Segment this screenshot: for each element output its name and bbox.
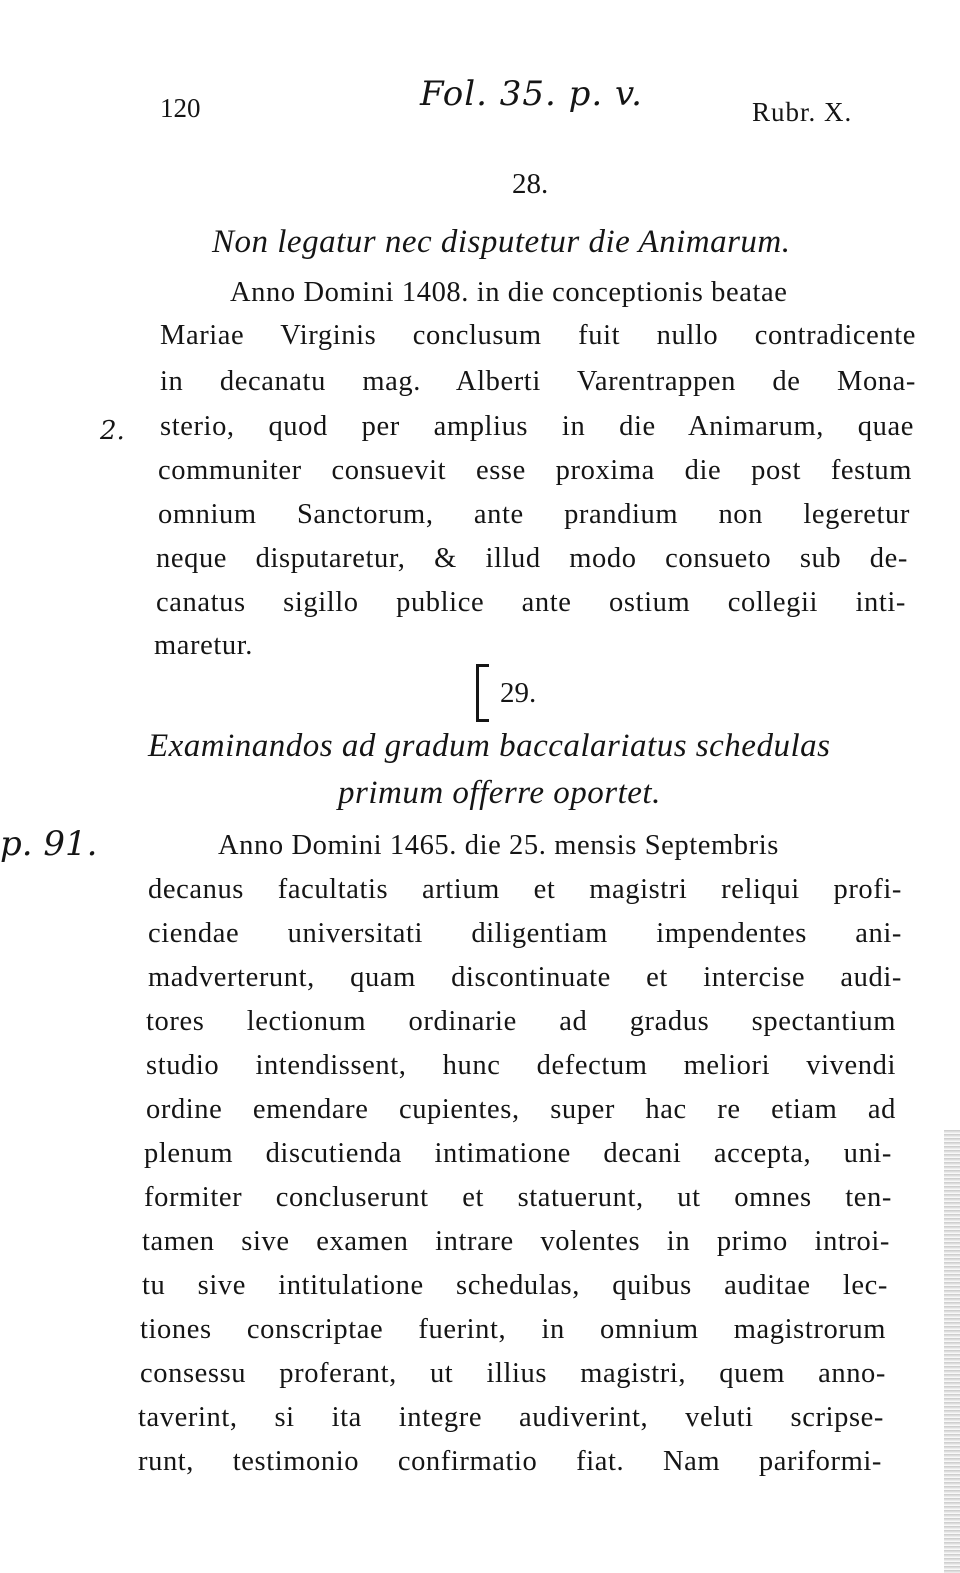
margin-note-page-ref: p. 91. (0, 824, 98, 864)
text-line: sterio, quod per amplius in die Animarum, quae (160, 411, 914, 442)
text-line: tiones conscriptae fuerint, in omnium magistrorum (140, 1314, 886, 1345)
text-line: omnium Sanctorum, ante prandium non legeretur (158, 499, 910, 530)
section-title-29: Examinandos ad gradum baccalariatus schedulas (148, 728, 831, 764)
page-number: 120 (160, 93, 201, 123)
text-line: tores lectionum ordinarie ad gradus spectantium (146, 1006, 896, 1037)
text-line: consessu proferant, ut illius magistri, quem anno- (140, 1358, 886, 1389)
rubric-heading: Rubr. X. (752, 97, 853, 127)
folio-note-handwritten: Fol. 35. p. v. (420, 74, 643, 114)
text-line: neque disputaretur, & illud modo consueto sub de- (156, 543, 908, 574)
text-line: in decanatu mag. Alberti Varentrappen de Mona- (160, 366, 916, 397)
text-line: communiter consuevit esse proxima die post festum (158, 455, 912, 486)
section-title-29-line2: primum offerre oportet. (338, 775, 661, 811)
text-line: Anno Domini 1408. in die conceptionis beatae (230, 277, 788, 308)
text-line: decanus facultatis artium et magistri reliqui profi- (148, 874, 902, 905)
text-line: maretur. (154, 630, 253, 661)
margin-note-numeral: 2. (100, 416, 125, 446)
text-line: madverterunt, quam discontinuate et intercise audi- (148, 962, 902, 993)
text-line: ordine emendare cupientes, super hac re etiam ad (146, 1094, 896, 1125)
section-number-28: 28. (512, 168, 549, 200)
text-line: runt, testimonio confirmatio fiat. Nam pariformi- (138, 1446, 882, 1477)
text-line: Anno Domini 1465. die 25. mensis Septembris (218, 830, 779, 861)
text-line: ciendae universitati diligentiam impendentes ani- (148, 918, 902, 949)
text-line: taverint, si ita integre audiverint, veluti scripse- (138, 1402, 884, 1433)
text-line: formiter concluserunt et statuerunt, ut omnes ten- (144, 1182, 892, 1213)
text-line: studio intendissent, hunc defectum meliori vivendi (146, 1050, 896, 1081)
section-number-29: 29. (500, 677, 537, 709)
text-line: tamen sive examen intrare volentes in primo introi- (142, 1226, 890, 1257)
text-line: tu sive intitulatione schedulas, quibus auditae lec- (142, 1270, 888, 1301)
section-title-28: Non legatur nec disputetur die Animarum. (212, 224, 791, 260)
text-line: canatus sigillo publice ante ostium collegii inti- (156, 587, 906, 618)
text-line: Mariae Virginis conclusum fuit nullo contradicente (160, 320, 916, 351)
text-line: plenum discutienda intimatione decani accepta, uni- (144, 1138, 892, 1169)
page-edge-shadow (944, 1130, 960, 1573)
editorial-bracket (476, 664, 489, 722)
